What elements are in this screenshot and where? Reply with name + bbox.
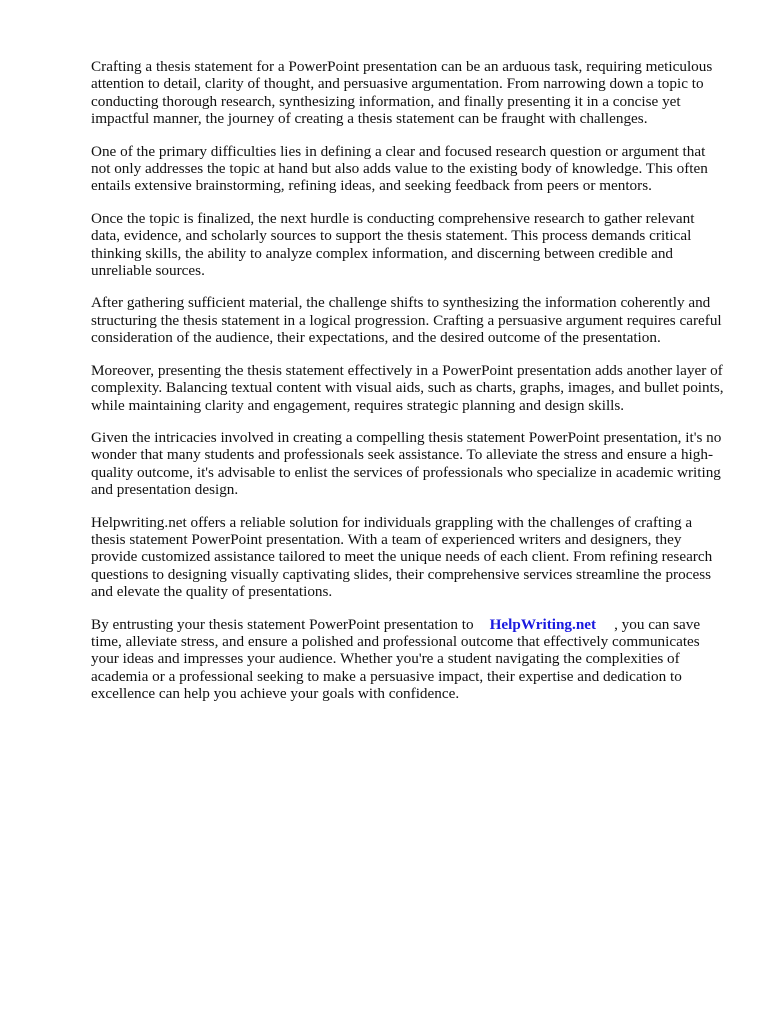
paragraph-assistance: Given the intricacies involved in creating a compelling thesis statement PowerPoint presentation, it's no wonder that many students and professionals seek assistance. To alleviate the stress and ensure a high-quality outcome, it's advisable to enlist the services of professionals who specialize in academic writing and presentation design. — [91, 428, 722, 499]
paragraph-difficulties: One of the primary difficulties lies in defining a clear and focused research question or argument that not only addresses the topic at hand but also adds value to the existing body of knowledge. This often entails extensive brainstorming, refining ideas, and seeking feedback from peers or mentors. — [91, 142, 708, 195]
paragraph-conclusion — [91, 616, 725, 703]
conclusion-text-before-link: By entrusting your thesis statement PowerPoint presentation to — [91, 615, 474, 633]
paragraph-intro: Crafting a thesis statement for a PowerPoint presentation can be an arduous task, requiring meticulous attention to detail, clarity of thought, and persuasive argumentation. From narrowing down a topic to conducting thorough research, synthesizing information, and finally presenting it in a concise yet impactful manner, the journey of creating a thesis statement can be fraught with challenges. — [91, 58, 713, 128]
paragraph-presentation: Moreover, presenting the thesis statement effectively in a PowerPoint presentation adds another layer of complexity. Balancing textual content with visual aids, such as charts, graphs, images, and bullet points, while maintaining clarity and engagement, requires strategic planning and design skills. — [91, 361, 724, 414]
helpwriting-link[interactable]: HelpWriting.net — [489, 615, 597, 633]
conclusion-text-after-link: , you can save time, alleviate stress, and ensure a polished and professional outcome that effectively communicates your ideas and impresses your audience. Whether you're a student navigating the complexities of academia or a professional seeking to make a persuasive impact, their expertise and dedication to excellence can help you achieve your goals with confidence. — [91, 615, 701, 703]
paragraph-research: Once the topic is finalized, the next hurdle is conducting comprehensive research to gather relevant data, evidence, and scholarly sources to support the thesis statement. This process demands critical thinking skills, the ability to analyze complex information, and discerning between credible and unreliable sources. — [91, 209, 695, 280]
paragraph-synthesis: After gathering sufficient material, the challenge shifts to synthesizing the information coherently and structuring the thesis statement in a logical progression. Crafting a persuasive argument requires careful consideration of the audience, their expectations, and the desired outcome of the presentation. — [91, 294, 722, 347]
paragraph-helpwriting: Helpwriting.net offers a reliable solution for individuals grappling with the challenges of crafting a thesis statement PowerPoint presentation. With a team of experienced writers and designers, they provide customized assistance tailored to meet the unique needs of each client. From refining research questions to designing visually captivating slides, their comprehensive services streamline the process and elevate the quality of presentations. — [91, 513, 713, 601]
document-body — [91, 58, 725, 718]
